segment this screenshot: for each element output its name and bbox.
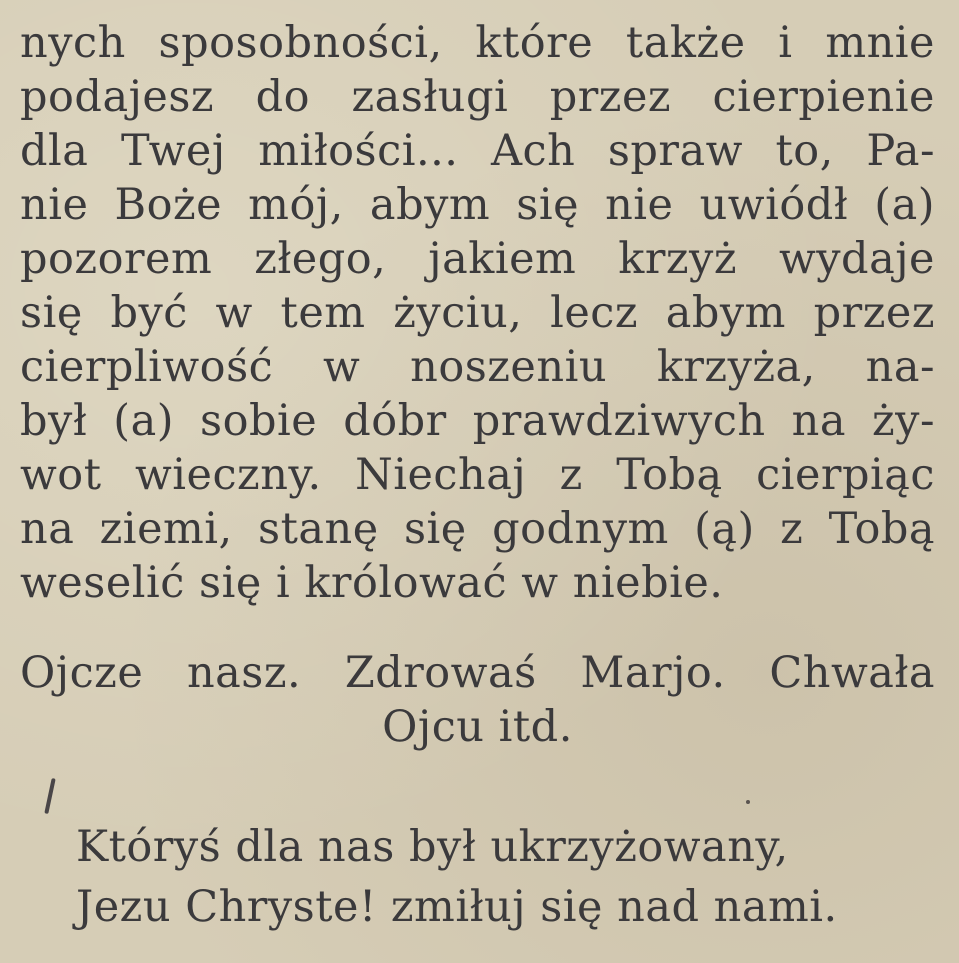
paragraph-line: się być w tem życiu, lecz abym przez [20,288,935,338]
paragraph-line: pozorem złego, jakiem krzyż wydaje [20,234,935,284]
paragraph-line: na ziemi, stanę się godnym (ą) z Tobą [20,504,935,554]
paragraph-line: dla Twej miłości... Ach spraw to, Pa- [20,126,935,176]
prayers-continuation: Ojcu itd. [382,702,573,752]
paragraph-line: wot wieczny. Niechaj z Tobą cierpiąc [20,450,935,500]
verse-line: Jezu Chryste! zmiłuj się nad nami. [76,882,838,932]
paragraph-line: podajesz do zasługi przez cierpienie [20,72,935,122]
prayers-line: Ojcze nasz. Zdrowaś Marjo. Chwała [20,648,935,698]
paragraph-line: był (a) sobie dóbr prawdziwych na ży- [20,396,935,446]
paragraph-line: nych sposobności, które także i mnie [20,18,935,68]
verse-line: Któryś dla nas był ukrzyżowany, [76,822,789,872]
ink-mark [44,778,55,814]
paragraph-line: cierpliwość w noszeniu krzyża, na- [20,342,935,392]
paragraph-last-line: weselić się i królować w niebie. [20,558,724,608]
ink-speck [746,800,750,804]
paragraph-line: nie Boże mój, abym się nie uwiódł (a) [20,180,935,230]
